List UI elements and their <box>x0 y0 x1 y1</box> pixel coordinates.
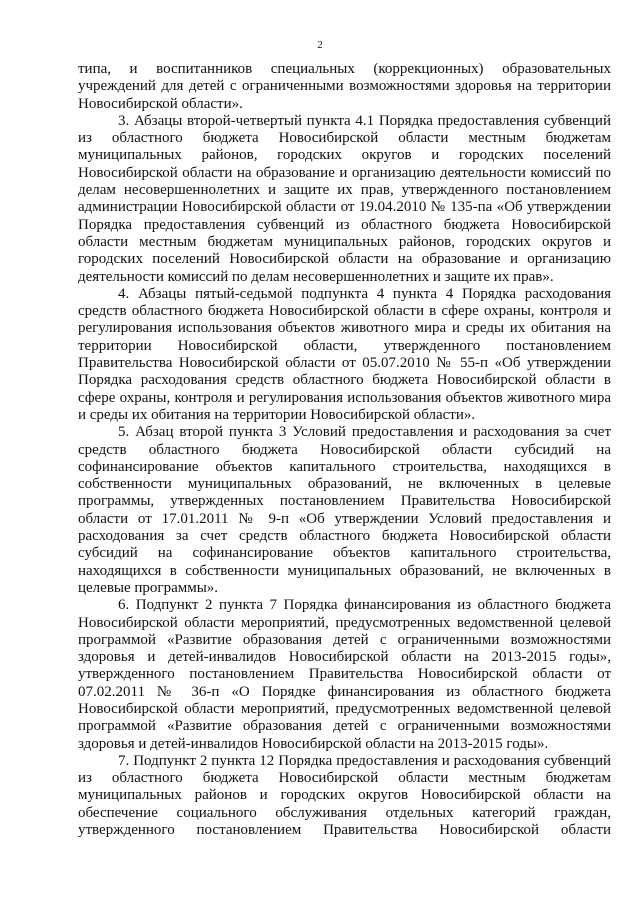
page-number: 2 <box>317 39 323 51</box>
document-body <box>78 61 611 839</box>
paragraph-item-6: 6. Подпункт 2 пункта 7 Порядка финансирования из областного бюджета Новосибирской области мероприятий, предусмотренных ведомственной целевой программой «Развитие образования детей с ограниченными возможностями здоровья и детей-инвалидов Новосибирской области на 2013-2015 годы», утвержденного постановлением Правительства Новосибирской области от 07.02.2011 № 36-п «О Порядке финансирования из областного бюджета Новосибирской области мероприятий, предусмотренных ведомственной целевой программой «Развитие образования детей с ограниченными возможностями здоровья и детей-инвалидов Новосибирской области на 2013-2015 годы». <box>78 597 611 752</box>
paragraph-continuation: типа, и воспитанников специальных (коррекционных) образовательных учреждений для детей с ограниченными возможностями здоровья на территории Новосибирской области». <box>78 61 611 112</box>
paragraph-item-5: 5. Абзац второй пункта 3 Условий предоставления и расходования за счет средств областного бюджета Новосибирской области субсидий на софинансирование объектов капитального строительства, находящихся в собственности муниципальных образований, не включенных в целевые программы, утвержденных постановлением Правительства Новосибирской области от 17.01.2011 № 9-п «Об утверждении Условий предоставления и расходования за счет средств областного бюджета Новосибирской области субсидий на софинансирование объектов капитального строительства, находящихся в собственности муниципальных образований, не включенных в целевые программы». <box>78 424 611 596</box>
paragraph-item-7: 7. Подпункт 2 пункта 12 Порядка предоставления и расходования субвенций из областного бюджета Новосибирской области местным бюджетам муниципальных районов и городских округов Новосибирской области на обеспечение социального обслуживания отдельных категорий граждан, утвержденного постановлением Правительства Новосибирской области <box>78 752 611 839</box>
paragraph-item-4: 4. Абзацы пятый-седьмой подпункта 4 пункта 4 Порядка расходования средств областного бюджета Новосибирской области в сфере охраны, контроля и регулирования использования объектов животного мира и среды их обитания на территории Новосибирской области, утвержденного постановлением Правительства Новосибирской области от 05.07.2010 № 55-п «Об утверждении Порядка расходования средств областного бюджета Новосибирской области в сфере охраны, контроля и регулирования использования объектов животного мира и среды их обитания на территории Новосибирской области». <box>78 285 611 423</box>
paragraph-item-3: 3. Абзацы второй-четвертый пункта 4.1 Порядка предоставления субвенций из областного бюджета Новосибирской области местным бюджетам муниципальных районов, городских округов и городских поселений Новосибирской области на образование и организацию деятельности комиссий по делам несовершеннолетних и защите их прав, утвержденного постановлением администрации Новосибирской области от 19.04.2010 № 135-па «Об утверждении Порядка предоставления субвенций из областного бюджета Новосибирской области местным бюджетам муниципальных районов, городских округов и городских поселений Новосибирской области на образование и организацию деятельности комиссий по делам несовершеннолетних и защите их прав». <box>78 112 611 285</box>
